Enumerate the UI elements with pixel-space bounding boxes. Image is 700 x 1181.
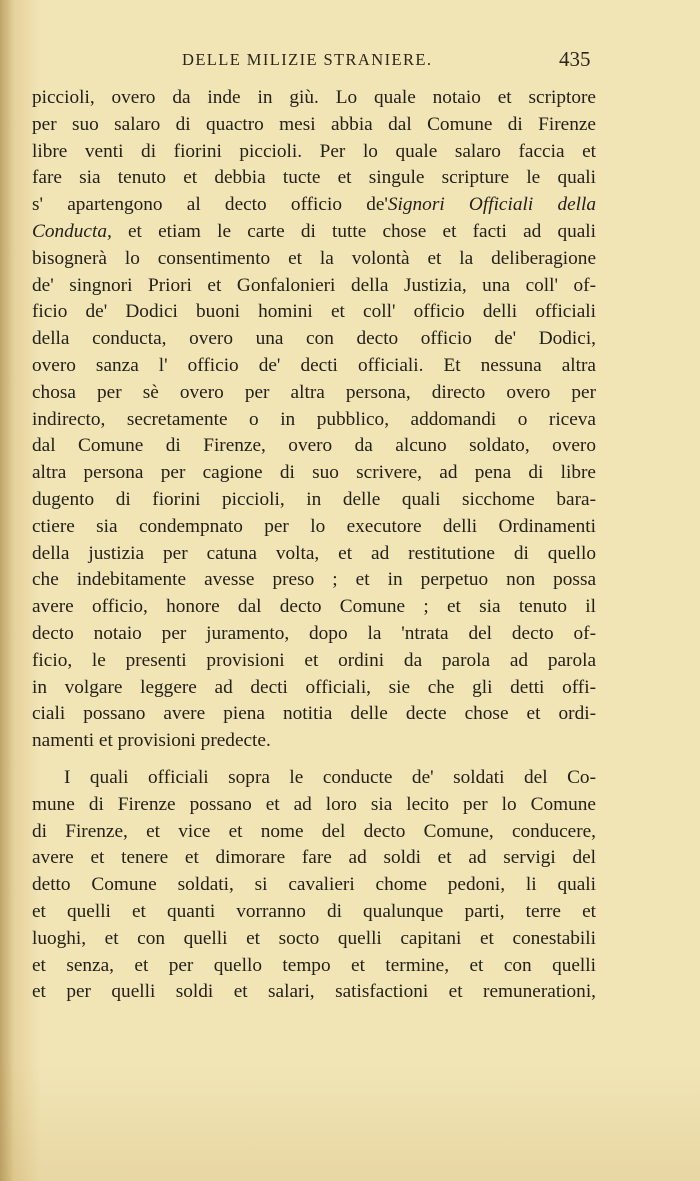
text-line: I quali officiali sopra le conducte de' soldati del Co- xyxy=(64,766,596,788)
text-line: decto notaio per juramento, dopo la 'ntrata del decto of- xyxy=(32,622,596,644)
text-line: overo sanza l' officio de' decti officiali. Et nessuna altra xyxy=(32,354,596,376)
text-line: avere officio, honore dal decto Comune ; et sia tenuto il xyxy=(32,596,596,618)
text-segment: et etiam le carte di tutte chose et facti ad quali xyxy=(111,220,596,242)
text-line: fare sia tenuto et debbia tucte et singule scripture le quali xyxy=(32,167,596,189)
text-line: della conducta, overo una con decto officio de' Dodici, xyxy=(32,328,596,350)
text-line: piccioli, overo da inde in giù. Lo quale notaio et scriptore xyxy=(32,87,596,108)
text-line: per suo salaro di quactro mesi abbia dal Comune di Firenze xyxy=(32,113,596,135)
text-line: altra persona per cagione di suo scrivere, ad pena di libre xyxy=(32,462,596,484)
text-line: di Firenze, et vice et nome del decto Comune, conducere, xyxy=(32,820,596,842)
text-line: libre venti di fiorini piccioli. Per lo quale salaro faccia et xyxy=(32,140,596,162)
page-number: 435 xyxy=(559,47,591,71)
text-line: ctiere sia condempnato per lo executore delli Ordinamenti xyxy=(32,515,596,537)
page-header xyxy=(0,47,700,74)
text-line: che indebitamente avesse preso ; et in perpetuo non possa xyxy=(32,569,596,591)
paragraph-1 xyxy=(32,85,596,755)
text-line: dal Comune di Firenze, overo da alcuno soldato, overo xyxy=(32,435,596,457)
body-text xyxy=(32,85,596,1006)
text-line: avere et tenere et dimorare fare ad soldi et ad servigi del xyxy=(32,847,596,869)
text-line: detto Comune soldati, si cavalieri chome pedoni, li quali xyxy=(32,874,596,896)
text-line: namenti et provisioni predecte. xyxy=(32,730,271,752)
text-line xyxy=(32,219,596,246)
text-line: ciali possano avere piena notitia delle decte chose et ordi- xyxy=(32,703,596,725)
paragraph-gap xyxy=(32,755,596,765)
running-title: DELLE MILIZIE STRANIERE. xyxy=(182,50,433,69)
text-line: dugento di fiorini piccioli, in delle quali sicchome bara- xyxy=(32,488,596,510)
text-line: luoghi, et con quelli et socto quelli capitani et conestabili xyxy=(32,927,596,949)
text-line xyxy=(32,192,596,219)
text-line: ficio de' Dodici buoni homini et coll' officio delli officiali xyxy=(32,301,596,323)
italic-title: Signori Officiali della xyxy=(387,194,596,216)
text-line: ficio, le presenti provisioni et ordini da parola ad parola xyxy=(32,649,596,671)
text-line: et quelli et quanti vorranno di qualunque parti, terre et xyxy=(32,900,596,922)
text-line: chosa per sè overo per altra persona, directo overo per xyxy=(32,381,596,403)
paragraph-2 xyxy=(32,765,596,1006)
text-line: indirecto, secretamente o in pubblico, addomandi o riceva xyxy=(32,408,596,430)
text-segment: s' apartengono al decto officio de' xyxy=(32,194,388,216)
text-line: de' singnori Priori et Gonfalonieri della Justizia, una coll' of- xyxy=(32,274,596,296)
text-line: bisognerà lo consentimento et la volontà et la deliberagione xyxy=(32,247,596,269)
text-line: et per quelli soldi et salari, satisfactioni et remunerationi, xyxy=(32,981,596,1003)
italic-title: Conducta, xyxy=(32,220,112,242)
text-line: della justizia per catuna volta, et ad restitutione di quello xyxy=(32,542,596,564)
text-line: et senza, et per quello tempo et termine, et con quelli xyxy=(32,954,596,976)
text-line: mune di Firenze possano et ad loro sia lecito per lo Comune xyxy=(32,793,596,815)
text-line: in volgare leggere ad decti officiali, sie che gli detti offi- xyxy=(32,676,596,698)
